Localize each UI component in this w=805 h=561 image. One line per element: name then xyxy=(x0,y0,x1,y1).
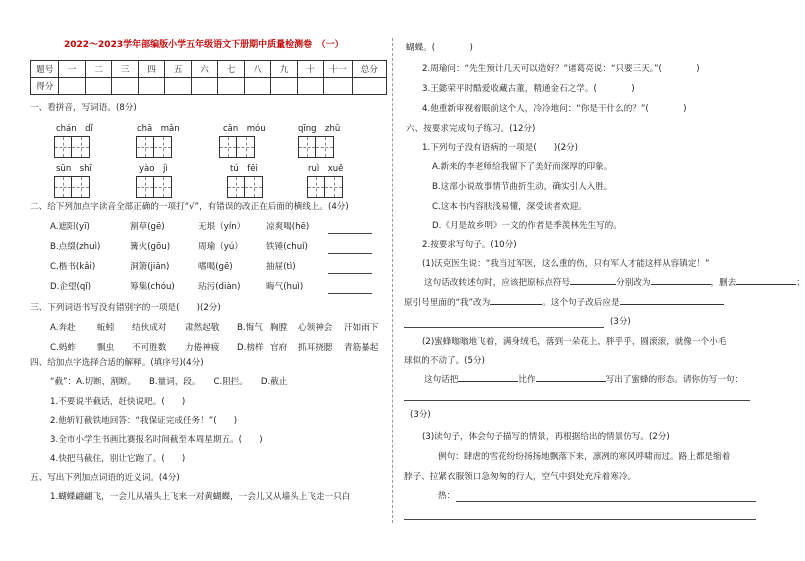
choice-option: D.《月是故乡明》一文的作者是季羡林先生写的。 xyxy=(432,221,622,231)
score-row-label: 得分 xyxy=(31,78,59,95)
example-sentence: 例句：肆虐的雪花纷纷扬扬地飘落下来，凛冽的寒风呼啸而过。路上都是缩着 xyxy=(438,452,731,462)
question-item: 球似的不动了。(5分) xyxy=(404,356,485,366)
score-header: 六 xyxy=(191,61,217,78)
question-item: 4.他重新审视着眼前这个人，冷冷地问：“你是干什么的？”( ) xyxy=(422,104,687,114)
option-word: 肃然起敬 xyxy=(185,323,220,333)
question-item: 1.不要说半截话，赶快说吧。( ) xyxy=(50,397,186,407)
option-word: 结伙成对 xyxy=(132,323,167,333)
question-item: 蝴蝶。( ) xyxy=(406,43,473,53)
score-cell[interactable] xyxy=(271,78,297,95)
question-item: (1)沃克医生说：“我当过军医，这么重的伤，只有军人才能这样从容镇定！” xyxy=(422,259,710,269)
choice-option: A.新来的李老师给我留下了美好而深厚的印象。 xyxy=(432,162,613,172)
question-text: 这句话改转述句时，应该把原标点符号 xyxy=(424,278,571,288)
tianzige-box[interactable] xyxy=(54,136,90,158)
option-word: 嗜喝(gē) xyxy=(198,262,233,272)
option-word: 力倦神疲 xyxy=(185,343,220,353)
section-2-heading: 二、给下列加点字读音全部正确的一项打“√”，有错误的改正在后面的横线上。(4分) xyxy=(30,202,349,212)
pinyin-label: chā mǎn xyxy=(137,124,180,134)
score-header-row xyxy=(31,61,387,78)
pinyin-label: qīng zhǔ xyxy=(298,124,341,134)
option-word: 洞箫(jiān) xyxy=(130,262,170,272)
question-line xyxy=(404,298,724,309)
option-word: 抓耳挠腮 xyxy=(298,343,333,353)
section-4-heading: 四、给加点字选择合适的解释。(填序号)(4分) xyxy=(30,358,204,368)
answer-blank[interactable] xyxy=(458,381,518,382)
pinyin-label: chán dǐ xyxy=(56,124,93,134)
score-cell[interactable] xyxy=(191,78,217,95)
exam-title: 2022～2023学年部编版小学五年级语文下册期中质量检测卷 （一） xyxy=(64,40,344,50)
right-column xyxy=(400,0,805,561)
pinyin-label: sūn shī xyxy=(56,164,92,174)
question-line xyxy=(424,278,805,289)
score-header: 二 xyxy=(85,61,111,78)
question-text: ； xyxy=(796,278,805,288)
question-item: 1.下列句子没有语病的一项是( )(2分) xyxy=(422,143,578,153)
option-word: C.楷书(kǎi) xyxy=(50,262,96,272)
question-item: 3.全市小学生书画比赛报名时间截至本周星期五。( ) xyxy=(50,435,263,445)
score-header: 题号 xyxy=(31,61,59,78)
question-item: (2)蜜蜂嗡嗡地飞着，满身绒毛，落到一朵花上，胖乎乎，圆滚滚，就像一个小毛 xyxy=(422,337,727,347)
answer-line[interactable] xyxy=(328,253,372,254)
section-5-heading: 五、写出下列加点词语的近义词。(4分) xyxy=(30,473,180,483)
option-word: A.奔赴 xyxy=(50,323,76,333)
score-note: (3分) xyxy=(610,317,631,327)
option-word: 抽屉(tì) xyxy=(266,262,296,272)
question-item: 4.快把马截住，别让它跑了。( ) xyxy=(50,454,186,464)
option-word: C.蚂蚱 xyxy=(50,343,76,353)
score-header: 十 xyxy=(297,61,323,78)
option-word: 无垠（yín） xyxy=(198,222,246,232)
section-6-heading: 六、按要求完成句子练习。(12分) xyxy=(406,124,536,134)
question-item: 2.周瑜问：“先生预计几天可以造好？”诸葛亮说：“只要三天。”( ) xyxy=(422,64,700,74)
score-header: 三 xyxy=(112,61,138,78)
choice-option: B.这部小说故事情节曲折生动，确实引人入胜。 xyxy=(432,182,613,192)
score-header: 总分 xyxy=(352,61,386,78)
answer-blank[interactable] xyxy=(536,381,606,382)
choice-option: C.这本书内容肤浅易懂，深受读者欢迎。 xyxy=(432,202,587,212)
score-header: 九 xyxy=(271,61,297,78)
option-word: 凉爽喝(hē) xyxy=(266,222,310,232)
score-cell[interactable] xyxy=(352,78,386,95)
tianzige-box[interactable] xyxy=(307,176,343,198)
score-header: 一 xyxy=(59,61,85,78)
answer-line[interactable] xyxy=(404,400,750,401)
column-divider xyxy=(392,38,393,523)
answer-blank[interactable] xyxy=(570,284,616,285)
score-cell[interactable] xyxy=(138,78,164,95)
score-cell[interactable] xyxy=(85,78,111,95)
answer-blank[interactable] xyxy=(490,304,542,305)
score-header: 十一 xyxy=(324,61,352,78)
score-table xyxy=(30,60,387,95)
section-1-heading: 一、看拼音，写词语。(8分) xyxy=(30,103,137,113)
section-3-heading: 三、下列词语书写没有错别字的一项是( )(2分) xyxy=(30,303,221,313)
option-word: 蚯蚓 xyxy=(97,323,115,333)
left-column xyxy=(22,0,387,561)
pinyin-label: yào jì xyxy=(139,164,168,174)
question-item: 2.他斩钉截铁地回答：“我保证完成任务！”( ) xyxy=(50,416,238,426)
answer-blank[interactable] xyxy=(651,284,711,285)
option-word: 筹集(chóu) xyxy=(130,282,175,292)
question-item: 2.按要求写句子。(10分) xyxy=(422,240,517,250)
answer-blank[interactable] xyxy=(736,284,796,285)
tianzige-box[interactable] xyxy=(136,136,172,158)
score-cell[interactable] xyxy=(324,78,352,95)
score-header: 四 xyxy=(138,61,164,78)
option-word: B.悔气 xyxy=(237,323,263,333)
score-cell[interactable] xyxy=(59,78,85,95)
answer-line[interactable] xyxy=(328,273,372,274)
prompt-label: 热： xyxy=(438,491,456,501)
option-word: 玷污(diàn) xyxy=(198,282,241,292)
question-item: 1.蝴蝶翩翩飞，一会儿从墙头上飞来一对黄蝴蝶，一会儿又从墙头上飞走一只白 xyxy=(50,492,351,502)
question-item: 3.王懿荣平时酷爱收藏古董，精通金石之学。( ) xyxy=(422,84,635,94)
pinyin-label: tú fēi xyxy=(230,164,258,174)
score-cell[interactable] xyxy=(165,78,191,95)
score-value-row xyxy=(31,78,387,95)
option-word: 晦气(huì) xyxy=(266,282,304,292)
tianzige-box[interactable] xyxy=(227,176,263,198)
tianzige-box[interactable] xyxy=(136,176,172,198)
score-cell[interactable] xyxy=(244,78,270,95)
question-text: 比作 xyxy=(518,375,536,385)
answer-line[interactable] xyxy=(328,233,372,234)
pinyin-label: ruì xuě xyxy=(308,164,344,174)
question-line xyxy=(424,375,743,386)
tianzige-box[interactable] xyxy=(219,136,255,158)
option-word: A.遮阳(yī) xyxy=(50,222,90,232)
option-word: 青筋暴起 xyxy=(344,343,379,353)
option-word: 割草(gē) xyxy=(130,222,165,232)
answer-blank[interactable] xyxy=(620,304,724,305)
option-word: D.企望(qǐ) xyxy=(50,282,92,292)
tianzige-box[interactable] xyxy=(298,136,334,158)
option-word: B.点缀(zhuì) xyxy=(50,242,101,252)
score-header: 七 xyxy=(218,61,244,78)
option-word: 心领神会 xyxy=(298,323,333,333)
answer-line[interactable] xyxy=(404,519,756,520)
option-word: 官府 xyxy=(270,343,288,353)
question-text: 原引号里面的“我”改为 xyxy=(404,298,491,308)
option-word: 胸膛 xyxy=(270,323,288,333)
question-text: 。这个句子改后应是 xyxy=(542,298,620,308)
score-cell[interactable] xyxy=(218,78,244,95)
score-cell[interactable] xyxy=(297,78,323,95)
option-word: 周瑜（yú） xyxy=(198,242,243,252)
question-item: (3)读句子，体会句子描写的情景，再根据给出的情景仿写。(2分) xyxy=(422,432,670,442)
answer-line[interactable] xyxy=(456,501,756,502)
score-header: 八 xyxy=(244,61,270,78)
option-word: D.榜样 xyxy=(237,343,264,353)
score-header: 五 xyxy=(165,61,191,78)
pinyin-label: cān móu xyxy=(223,124,266,134)
question-text: ，删去 xyxy=(710,278,737,288)
example-sentence: 脖子、拉紧衣服领口急匆匆的行人，空气中到处充斥着寒冷。 xyxy=(404,472,637,482)
option-word: 汗如雨下 xyxy=(344,323,379,333)
score-note: (3分) xyxy=(410,410,431,420)
question-text: 分别改为 xyxy=(616,278,651,288)
option-word: 飘虫 xyxy=(97,343,115,353)
answer-line[interactable] xyxy=(328,293,372,294)
option-word: 不可胜数 xyxy=(132,343,167,353)
question-text: 写出了蜜蜂的形态。请你仿写一句： xyxy=(605,375,744,385)
definition-line: “截”：A.切断，割断。 B.量词，段。 C.阻拦。 D.截止 xyxy=(50,377,288,387)
option-word: 篝火(gōu) xyxy=(130,242,171,252)
answer-line[interactable] xyxy=(404,327,604,328)
question-text: 这句话把 xyxy=(424,375,459,385)
score-cell[interactable] xyxy=(112,78,138,95)
tianzige-box[interactable] xyxy=(54,176,90,198)
option-word: 铁锤(chuí) xyxy=(266,242,308,252)
